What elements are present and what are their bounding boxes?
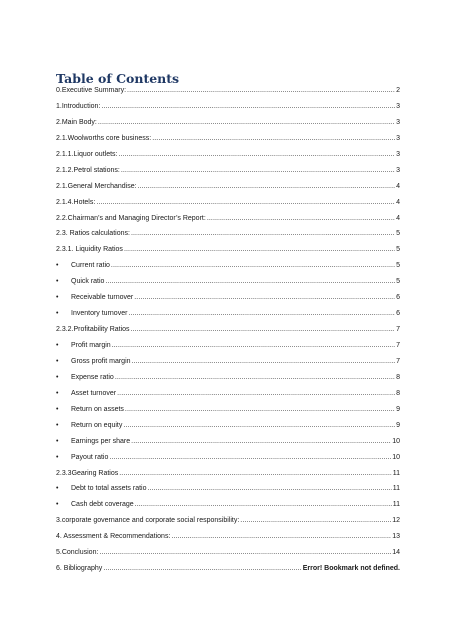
toc-entry-label: Payout ratio bbox=[71, 453, 109, 461]
toc-entry[interactable] bbox=[56, 532, 400, 548]
bullet-icon: • bbox=[56, 310, 59, 318]
dot-leader bbox=[121, 166, 395, 176]
toc-entry[interactable] bbox=[56, 421, 400, 437]
bullet-icon: • bbox=[56, 389, 59, 397]
toc-entry-label: 2.1.General Merchandise: bbox=[56, 182, 137, 190]
bullet-icon: • bbox=[56, 485, 59, 493]
toc-entry[interactable] bbox=[56, 214, 400, 230]
toc-entry[interactable] bbox=[56, 198, 400, 214]
toc-entry-label: 2.1.1.Liquor outlets: bbox=[56, 150, 118, 158]
dot-leader bbox=[171, 532, 391, 542]
dot-leader bbox=[98, 118, 395, 128]
toc-entry-label: 2.Main Body: bbox=[56, 118, 97, 126]
toc-entry-page-number: 7 bbox=[396, 326, 400, 334]
dot-leader bbox=[117, 389, 395, 399]
toc-entry[interactable] bbox=[56, 516, 400, 532]
dot-leader bbox=[125, 405, 395, 415]
toc-entry-page-number: 3 bbox=[396, 150, 400, 158]
toc-entry[interactable] bbox=[56, 134, 400, 150]
toc-entry[interactable] bbox=[56, 166, 400, 182]
toc-entry-page-number: 9 bbox=[396, 405, 400, 413]
dot-leader bbox=[128, 309, 395, 319]
toc-entry-label: Return on assets bbox=[71, 405, 124, 413]
toc-entry-label: 2.3.2.Profitability Ratios bbox=[56, 326, 130, 334]
toc-entry-label: Gross profit margin bbox=[71, 357, 131, 365]
toc-entry-label: 2.2.Chairman’s and Managing Director’s Report: bbox=[56, 214, 206, 222]
toc-entry[interactable] bbox=[56, 150, 400, 166]
dot-leader bbox=[103, 564, 301, 574]
dot-leader bbox=[105, 277, 395, 287]
dot-leader bbox=[138, 182, 396, 192]
toc-entry[interactable] bbox=[56, 118, 400, 134]
dot-leader bbox=[135, 500, 392, 510]
toc-entry-page-number: 4 bbox=[396, 198, 400, 206]
toc-entry[interactable] bbox=[56, 564, 400, 580]
bullet-icon: • bbox=[56, 294, 59, 302]
dot-leader bbox=[131, 229, 395, 239]
dot-leader bbox=[131, 437, 391, 447]
dot-leader bbox=[147, 484, 391, 494]
toc-entry-label: Asset turnover bbox=[71, 389, 117, 397]
dot-leader bbox=[240, 516, 391, 526]
bullet-icon: • bbox=[56, 453, 59, 461]
toc-entry-page-number: 12 bbox=[392, 517, 400, 525]
toc-entry-page-number: 5 bbox=[396, 278, 400, 286]
toc-entry-label: 0.Executive Summary: bbox=[56, 87, 127, 94]
toc-entry-page-number: 10 bbox=[392, 437, 400, 445]
toc-entry-page-number: 10 bbox=[392, 453, 400, 461]
bullet-icon: • bbox=[56, 437, 59, 445]
dot-leader bbox=[99, 548, 391, 558]
bullet-icon: • bbox=[56, 342, 59, 349]
dot-leader bbox=[123, 421, 395, 431]
toc-entry-label: 6. Bibliography bbox=[56, 565, 103, 573]
toc-entry-label: Debt to total assets ratio bbox=[71, 485, 147, 493]
dot-leader bbox=[124, 245, 395, 255]
toc-entry-label: Receivable turnover bbox=[71, 294, 134, 302]
toc-entry-label: 2.3. Ratios calculations: bbox=[56, 230, 130, 238]
toc-entry-label: Quick ratio bbox=[71, 278, 105, 286]
dot-leader bbox=[127, 86, 395, 96]
dot-leader bbox=[109, 453, 391, 463]
bullet-icon: • bbox=[56, 405, 59, 413]
toc-entry[interactable] bbox=[56, 277, 400, 293]
toc-entry-page-number: 3 bbox=[396, 166, 400, 174]
toc-entry-page-number: 7 bbox=[396, 357, 400, 365]
toc-entry-label: 4. Assessment & Recommendations: bbox=[56, 533, 171, 541]
toc-entry[interactable] bbox=[56, 182, 400, 198]
toc-entry[interactable] bbox=[56, 86, 400, 102]
toc-entry[interactable] bbox=[56, 309, 400, 325]
dot-leader bbox=[115, 373, 395, 383]
toc-entry-label: Inventory turnover bbox=[71, 310, 128, 318]
toc-entry-label: Profit margin bbox=[71, 342, 111, 349]
toc-entry-label: 2.1.Woolworths core business: bbox=[56, 134, 152, 142]
toc-entry[interactable] bbox=[56, 469, 400, 485]
bullet-icon: • bbox=[56, 421, 59, 429]
dot-leader bbox=[152, 134, 395, 144]
toc-entry-page-number: 9 bbox=[396, 421, 400, 429]
toc-entry-page-number: 8 bbox=[396, 373, 400, 381]
dot-leader bbox=[96, 198, 395, 208]
toc-entry[interactable] bbox=[56, 453, 400, 469]
toc-entry[interactable] bbox=[56, 245, 400, 261]
toc-entry[interactable] bbox=[56, 437, 400, 453]
bullet-icon: • bbox=[56, 262, 59, 270]
toc-entry-page-number: 6 bbox=[396, 294, 400, 302]
toc-entry-page-number: 5 bbox=[396, 246, 400, 254]
toc-entry-label: 3.corporate governance and corporate social responsibility: bbox=[56, 517, 240, 525]
toc-entry-label: 2.1.2.Petrol stations: bbox=[56, 166, 120, 174]
dot-leader bbox=[101, 102, 395, 112]
toc-entry-label: 2.3.1. Liquidity Ratios bbox=[56, 246, 123, 254]
dot-leader bbox=[119, 469, 391, 479]
toc-entry-label: 1.Introduction: bbox=[56, 102, 101, 110]
toc-entry[interactable] bbox=[56, 229, 400, 245]
toc-entry[interactable] bbox=[56, 357, 400, 373]
toc-entry-page-number: 3 bbox=[396, 102, 400, 110]
toc-entry-page-number: 4 bbox=[396, 182, 400, 190]
dot-leader bbox=[112, 341, 395, 351]
bullet-icon: • bbox=[56, 373, 59, 381]
toc-entry-label: Earnings per share bbox=[71, 437, 131, 445]
toc-entry[interactable] bbox=[56, 548, 400, 564]
toc-list bbox=[56, 86, 400, 580]
toc-entry-page-number: 7 bbox=[396, 342, 400, 349]
toc-entry-page-number: 13 bbox=[392, 533, 400, 541]
toc-entry-page-number: 11 bbox=[392, 501, 400, 509]
toc-entry-page-number: 14 bbox=[392, 549, 400, 557]
dot-leader bbox=[132, 357, 396, 367]
toc-entry-page-number: 6 bbox=[396, 310, 400, 318]
toc-entry-page-number: 11 bbox=[392, 469, 400, 477]
toc-entry-label: 2.1.4.Hotels: bbox=[56, 198, 96, 206]
toc-entry-page-number: 4 bbox=[396, 214, 400, 222]
toc-entry-page-number: 5 bbox=[396, 262, 400, 270]
toc-entry-page-number: 2 bbox=[396, 87, 400, 94]
dot-leader bbox=[131, 325, 396, 335]
toc-entry[interactable] bbox=[56, 341, 400, 357]
toc-entry[interactable] bbox=[56, 293, 400, 309]
bullet-icon: • bbox=[56, 357, 59, 365]
bullet-icon: • bbox=[56, 278, 59, 286]
toc-entry-page-number: 3 bbox=[396, 118, 400, 126]
bullet-icon: • bbox=[56, 501, 59, 509]
dot-leader bbox=[111, 261, 395, 271]
toc-entry[interactable] bbox=[56, 500, 400, 516]
toc-entry-page-number: 11 bbox=[392, 485, 400, 493]
dot-leader bbox=[119, 150, 396, 160]
toc-entry-page-number: Error! Bookmark not defined. bbox=[302, 565, 400, 573]
toc-entry-label: Current ratio bbox=[71, 262, 110, 270]
toc-entry[interactable] bbox=[56, 261, 400, 277]
dot-leader bbox=[134, 293, 395, 303]
toc-entry[interactable] bbox=[56, 373, 400, 389]
page-title: Table of Contents bbox=[56, 71, 180, 86]
toc-entry[interactable] bbox=[56, 325, 400, 341]
toc-entry-page-number: 8 bbox=[396, 389, 400, 397]
toc-entry-page-number: 3 bbox=[396, 134, 400, 142]
toc-entry-page-number: 5 bbox=[396, 230, 400, 238]
toc-entry-label: Return on equity bbox=[71, 421, 123, 429]
toc-entry-label: Expense ratio bbox=[71, 373, 114, 381]
toc-entry-label: 2.3.3Gearing Ratios bbox=[56, 469, 119, 477]
toc-entry[interactable] bbox=[56, 405, 400, 421]
toc-entry-label: 5.Conclusion: bbox=[56, 549, 99, 557]
toc-entry[interactable] bbox=[56, 389, 400, 405]
toc-entry-label: Cash debt coverage bbox=[71, 501, 134, 509]
toc-entry[interactable] bbox=[56, 484, 400, 500]
dot-leader bbox=[207, 214, 395, 224]
toc-entry[interactable] bbox=[56, 102, 400, 118]
